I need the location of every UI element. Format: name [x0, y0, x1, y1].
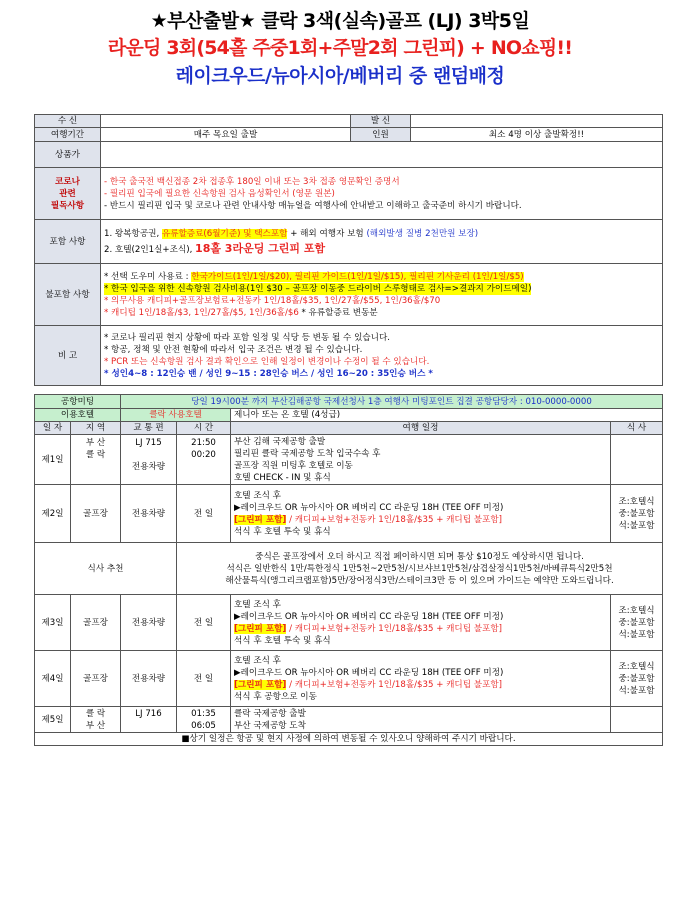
corona-note-1: - 한국 출국전 백신접종 2차 접종후 180일 이내 또는 3차 접종 영문확인 증명서 — [104, 176, 400, 187]
footer-note: ■상기 일정은 항공 및 현지 사정에 의하여 변동될 수 있사오니 양해하여 주시기 바랍니다. — [35, 733, 663, 746]
day3-meal: 조:호텔식 중:불포함 석:불포함 — [611, 595, 663, 651]
day3-day: 제3일 — [35, 595, 71, 651]
title-line-2: 라운딩 3회(54홀 주중1회+주말2회 그린피) + NO쇼핑!! — [107, 37, 573, 59]
day1-day: 제1일 — [35, 435, 71, 485]
day2-transport: 전용차량 — [121, 485, 177, 543]
title-line-1: ★부산출발★ 클락 3색(실속)골프 (LJ) 3박5일 — [150, 10, 530, 32]
include-notes — [101, 220, 663, 264]
include-line-2: 2. 호텔(2인1실+조식), 18홀 3라운딩 그린피 포함 — [104, 241, 326, 255]
day5-row — [35, 707, 663, 733]
day4-day: 제4일 — [35, 651, 71, 707]
exclude-line-1: * 선택 도우미 사용료 : 한국가이드(1인/1일/$20), 필리핀 가이드(1인/1일/$15), 필리핀 기사운리 (1인/1일/$5) — [104, 271, 524, 282]
day2-region: 골프장 — [71, 485, 121, 543]
remark-line-3: * PCR 또는 신속항원 검사 결과 확인으로 인해 일정이 변경이나 수정이 될 수 있습니다. — [104, 356, 430, 367]
day4-time: 전 일 — [177, 651, 231, 707]
hotel-note: 클락 사용호텔 — [121, 409, 231, 422]
hotel-label: 이용호텔 — [35, 409, 121, 422]
green-fee-note: 18홀 3라운딩 그린피 포함 — [195, 241, 326, 255]
day2-meal: 조:호텔식 중:불포함 석:불포함 — [611, 485, 663, 543]
day5-time: 01:35 06:05 — [177, 707, 231, 733]
food-text: 중식은 골프장에서 오더 하시고 직접 페이하시면 되며 통상 $10정도 예상하시면 됩니다. 석식은 일반한식 1만/특한정식 1만5천~2만5천/시브샤브1만5천/삼겹살정식1만5천/바베큐특식2만5천 해산물특식(앵그리크랩포함)5만/장어정식3만/스테이크3만 등 이 있으며 가이드는 예약만 도와드립니다. — [177, 543, 663, 595]
day5-region: 클 락 부 산 — [71, 707, 121, 733]
insurance-note: (해외발생 질병 2천만원 보장) — [366, 228, 479, 239]
day3-plan: 호텔 조식 후 ▶레이크우드 OR 뉴아시아 OR 베버리 CC 라운딩 18H (TEE OFF 미정) [그린피 포함] / 캐디피+보험+전동카 1인/18홀/$35 + 캐디팁 불포함] 석식 후 호텔 투숙 및 휴식 — [231, 595, 611, 651]
exclude-label: 불포함 사항 — [35, 264, 101, 326]
food-label: 식사 추천 — [35, 543, 177, 595]
schedule-table — [34, 394, 663, 746]
day4-plan: 호텔 조식 후 ▶레이크우드 OR 뉴아시아 OR 베버리 CC 라운딩 18H (TEE OFF 미정) [그린피 포함] / 캐디피+보험+전동카 1인/18홀/$35 + 캐디팁 불포함] 석식 후 공항으로 이동 — [231, 651, 611, 707]
day2-day: 제2일 — [35, 485, 71, 543]
day4-transport: 전용차량 — [121, 651, 177, 707]
day5-plan: 클락 국제공항 출발 부산 국제공항 도착 — [231, 707, 611, 733]
exclude-line-3: * 의무사용 캐디피+골프장보험료+전동카 1인/18홀/$35, 1인/27홀/$55, 1인/36홀/$70 — [104, 295, 441, 306]
day1-meal — [611, 435, 663, 485]
title-line-3: 레이크우드/뉴아시아/베버리 중 랜덤배정 — [175, 65, 505, 87]
day1-transport: LJ 715 전용차량 — [121, 435, 177, 485]
header-region: 지 역 — [71, 422, 121, 435]
day3-time: 전 일 — [177, 595, 231, 651]
day3-row — [35, 595, 663, 651]
product-label: 상품가 — [35, 142, 101, 168]
day5-meal — [611, 707, 663, 733]
remark-line-4: * 성인4~8 : 12인승 밴 / 성인 9~15 : 28인승 버스 / 성인 16~20 : 35인승 버스 * — [104, 368, 433, 379]
day2-plan: 호텔 조식 후 ▶레이크우드 OR 뉴아시아 OR 베버리 CC 라운딩 18H (TEE OFF 미정) [그린피 포함] / 캐디피+보험+전동카 1인/18홀/$35 + 캐디팁 불포함] 석식 후 호텔 투숙 및 휴식 — [231, 485, 611, 543]
sender-label: 발 신 — [351, 115, 411, 128]
header-meal: 식 사 — [611, 422, 663, 435]
title-block — [0, 0, 680, 90]
food-row — [35, 543, 663, 595]
receiver-value — [101, 115, 351, 128]
day2-time: 전 일 — [177, 485, 231, 543]
corona-notes — [101, 168, 663, 220]
info-table — [34, 114, 663, 386]
include-label: 포함 사항 — [35, 220, 101, 264]
exclude-line-4: * 캐디팁 1인/18홀/$3, 1인/27홀/$5, 1인/36홀/$6 * 유류할증료 변동분 — [104, 307, 378, 318]
sender-value — [411, 115, 663, 128]
meeting-label: 공항미팅 — [35, 395, 121, 409]
remark-label: 비 고 — [35, 326, 101, 386]
people-value: 최소 4명 이상 출발확정!! — [411, 128, 663, 142]
header-day: 일 자 — [35, 422, 71, 435]
corona-label-3: 필독사항 — [50, 200, 85, 211]
day1-region: 부 산 클 락 — [71, 435, 121, 485]
day1-time: 21:50 00:20 — [177, 435, 231, 485]
include-line-1: 1. 왕복항공권, 유류할증료(6월기준) 및 택스포함 + 해외 여행자 보험 (해외발생 질병 2천만원 보장) — [104, 228, 479, 239]
corona-label-2: 관련 — [59, 188, 76, 199]
header-time: 시 간 — [177, 422, 231, 435]
fuel-tax-highlight: 유류할증료(6월기준) 및 택스포함 — [161, 228, 288, 239]
header-plan: 여행 일정 — [231, 422, 611, 435]
day3-transport: 전용차량 — [121, 595, 177, 651]
header-transport: 교 통 편 — [121, 422, 177, 435]
corona-label-1: 코로나 — [55, 176, 80, 187]
corona-note-3: - 반드시 필리핀 입국 및 코로나 관련 안내사항 매뉴얼을 여행사에 안내받고 이해하고 출국준비 하시기 바랍니다. — [104, 200, 522, 211]
remark-line-2: * 항공, 정책 및 안전 현황에 따라서 입국 조건은 변경 될 수 있습니다. — [104, 344, 363, 355]
period-label: 여행기간 — [35, 128, 101, 142]
day3-region: 골프장 — [71, 595, 121, 651]
receiver-label: 수 신 — [35, 115, 101, 128]
product-value — [101, 142, 663, 168]
remark-notes — [101, 326, 663, 386]
meeting-value: 당일 19시00분 까지 부산김해공항 국제선청사 1층 여행사 미팅포인트 집결 공항담당자 : 010-0000-0000 — [121, 395, 663, 409]
corona-label — [35, 168, 101, 220]
day5-transport: LJ 716 — [121, 707, 177, 733]
day4-region: 골프장 — [71, 651, 121, 707]
exclude-line-2: * 한국 입국을 위한 신속항원 검사비용(1인 $30 – 골프장 이동중 드라이버 스루형태로 검사=>결과지 가이드메일) — [104, 283, 532, 294]
corona-note-2: - 필리핀 입국에 필요한 신속항원 검사 음성확인서 (영문 원본) — [104, 188, 335, 199]
day2-row — [35, 485, 663, 543]
day4-row — [35, 651, 663, 707]
guide-fee-highlight: 한국가이드(1인/1일/$20), 필리핀 가이드(1인/1일/$15), 필리핀 기사운리 (1인/1일/$5) — [191, 271, 524, 282]
people-label: 인원 — [351, 128, 411, 142]
remark-line-1: * 코로나 필리핀 현지 상황에 따라 포함 일정 및 식당 등 변동 될 수 있습니다. — [104, 332, 391, 343]
exclude-notes — [101, 264, 663, 326]
day5-day: 제5일 — [35, 707, 71, 733]
hotel-value: 제니아 또는 온 호텔 (4성급) — [231, 409, 663, 422]
day1-row — [35, 435, 663, 485]
day4-meal: 조:호텔식 중:불포함 석:불포함 — [611, 651, 663, 707]
period-value: 매주 목요일 출발 — [101, 128, 351, 142]
day1-plan: 부산 김해 국제공항 출발 필리핀 클락 국제공항 도착 입국수속 후 골프장 직원 미팅후 호텔로 이동 호텔 CHECK - IN 및 휴식 — [231, 435, 611, 485]
